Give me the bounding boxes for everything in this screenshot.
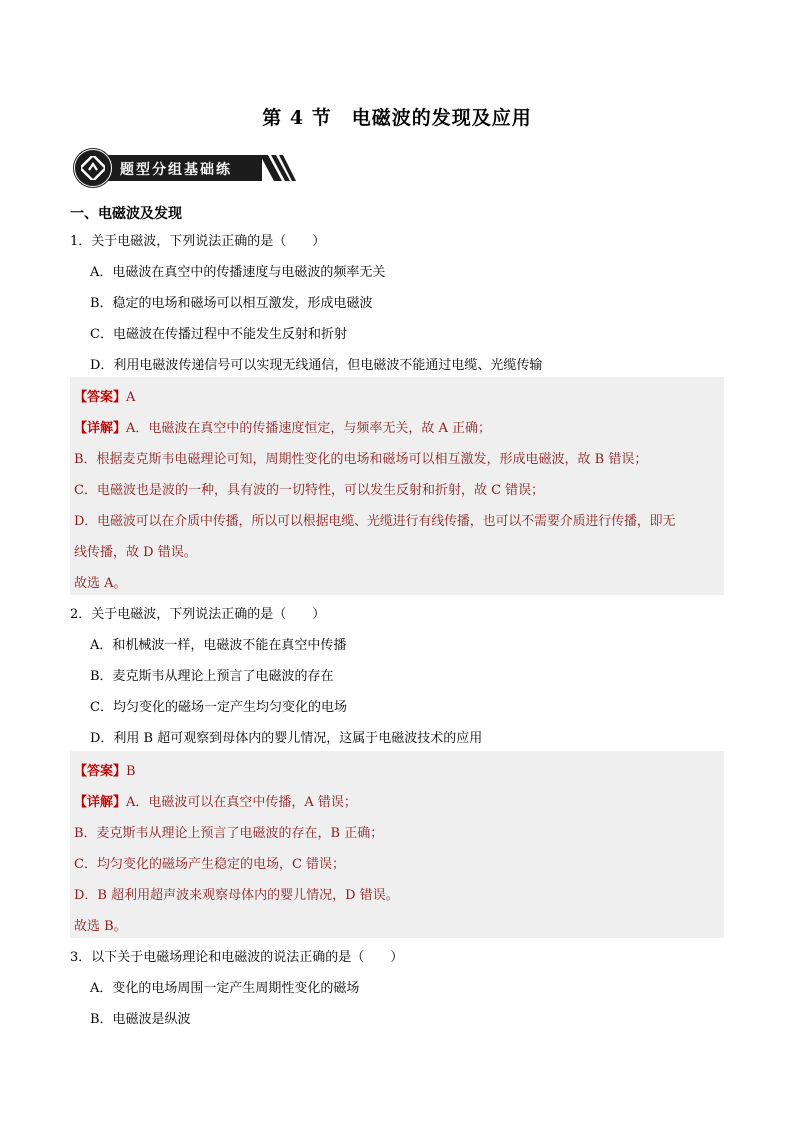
detail-line — [74, 791, 357, 810]
detail-line — [74, 417, 491, 436]
detail-line: D．B 超利用超声波来观察母体内的婴儿情况，D 错误。 — [74, 888, 399, 903]
answer-line — [74, 386, 135, 405]
section-banner — [74, 149, 296, 187]
detail-text: A．电磁波在真空中的传播速度恒定，与频率无关，故 A 正确； — [126, 421, 492, 436]
question-option: B．麦克斯韦从理论上预言了电磁波的存在 — [90, 669, 334, 684]
question-stem: 2．关于电磁波，下列说法正确的是（ ） — [70, 607, 326, 622]
question-option: C．电磁波在传播过程中不能发生反射和折射 — [90, 327, 347, 342]
banner-logo-icon — [74, 149, 112, 187]
answer-line — [74, 760, 136, 779]
detail-line: C．均匀变化的磁场产生稳定的电场，C 错误； — [74, 857, 346, 872]
question-option: A．和机械波一样，电磁波不能在真空中传播 — [90, 638, 347, 653]
question-option: B．电磁波是纵波 — [90, 1012, 191, 1027]
answer-tag: 【答案】 — [74, 390, 127, 405]
question-option: D．利用 B 超可观察到母体内的婴儿情况，这属于电磁波技术的应用 — [90, 731, 483, 746]
answer-value: A — [126, 390, 136, 405]
detail-tag: 【详解】 — [74, 795, 127, 810]
question-option: D．利用电磁波传递信号可以实现无线通信，但电磁波不能通过电缆、光缆传输 — [90, 358, 543, 373]
question-option: A．电磁波在真空中的传播速度与电磁波的频率无关 — [90, 265, 386, 280]
banner-stripes-icon — [260, 155, 296, 181]
answer-block — [70, 751, 724, 938]
answer-tag: 【答案】 — [74, 764, 127, 779]
detail-line: 线传播，故 D 错误。 — [74, 545, 197, 560]
conclusion-line: 故选 B。 — [74, 919, 127, 934]
answer-value: B — [126, 764, 136, 779]
question-stem: 3．以下关于电磁场理论和电磁波的说法正确的是（ ） — [70, 950, 404, 965]
question-stem: 1．关于电磁波，下列说法正确的是（ ） — [70, 234, 326, 249]
banner-label: 题型分组基础练 — [120, 162, 232, 178]
detail-line: D．电磁波可以在介质中传播，所以可以根据电缆、光缆进行有线传播，也可以不需要介质进行传播，即无 — [74, 514, 676, 529]
question-option: C．均匀变化的磁场一定产生均匀变化的电场 — [90, 700, 347, 715]
detail-line: B．根据麦克斯韦电磁理论可知，周期性变化的电场和磁场可以相互激发，形成电磁波，故 B 错误； — [74, 452, 648, 467]
detail-line: C．电磁波也是波的一种，具有波的一切特性，可以发生反射和折射，故 C 错误； — [74, 483, 545, 498]
question-option: A．变化的电场周围一定产生周期性变化的磁场 — [90, 981, 360, 996]
page-title: 第 4 节 电磁波的发现及应用 — [262, 107, 532, 129]
conclusion-line: 故选 A。 — [74, 576, 127, 591]
detail-text: A．电磁波可以在真空中传播，A 错误； — [126, 795, 357, 810]
detail-line: B．麦克斯韦从理论上预言了电磁波的存在，B 正确； — [74, 826, 384, 841]
answer-block — [70, 377, 724, 595]
question-option: B．稳定的电场和磁场可以相互激发，形成电磁波 — [90, 296, 373, 311]
section-heading: 一、电磁波及发现 — [70, 206, 182, 222]
detail-tag: 【详解】 — [74, 421, 127, 436]
